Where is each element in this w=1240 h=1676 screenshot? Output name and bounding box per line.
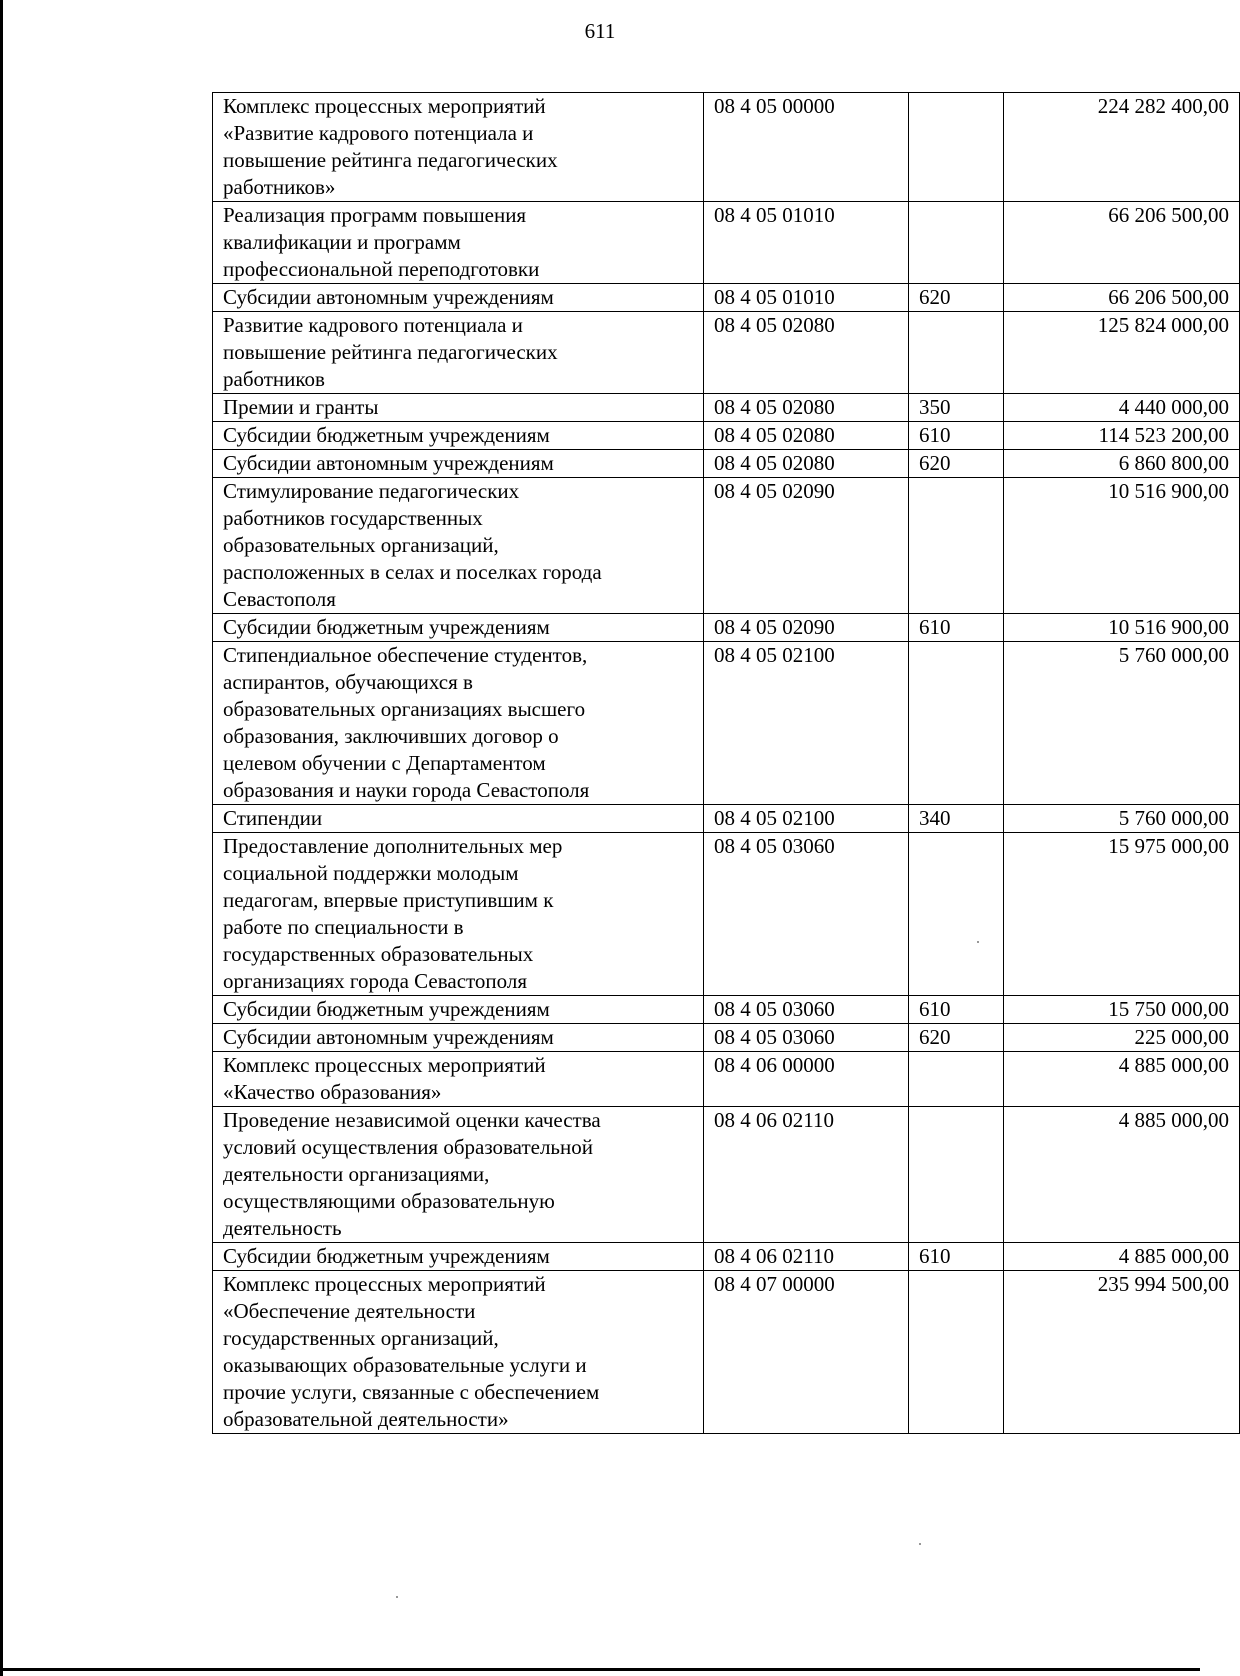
row-amount-cell: 4 885 000,00 <box>1004 1107 1240 1243</box>
row-amount-cell: 6 860 800,00 <box>1004 450 1240 478</box>
row-expense-type-cell <box>909 1052 1004 1107</box>
table-row <box>213 833 1240 996</box>
row-name-cell: Субсидии автономным учреждениям <box>213 450 704 478</box>
row-code-cell: 08 4 05 02090 <box>704 478 909 614</box>
row-amount-cell: 224 282 400,00 <box>1004 93 1240 202</box>
budget-table <box>212 92 1240 1434</box>
row-amount-cell: 235 994 500,00 <box>1004 1271 1240 1434</box>
table-row <box>213 614 1240 642</box>
row-code-cell: 08 4 05 03060 <box>704 1024 909 1052</box>
table-row <box>213 450 1240 478</box>
table-row <box>213 996 1240 1024</box>
scan-speck <box>977 941 979 943</box>
row-amount-cell: 66 206 500,00 <box>1004 202 1240 284</box>
row-expense-type-cell: 610 <box>909 996 1004 1024</box>
row-name-cell: Комплекс процессных мероприятий «Качество образования» <box>213 1052 704 1107</box>
table-row <box>213 312 1240 394</box>
scan-speck <box>396 1596 398 1598</box>
row-amount-cell: 10 516 900,00 <box>1004 478 1240 614</box>
row-expense-type-cell <box>909 93 1004 202</box>
row-amount-cell: 4 885 000,00 <box>1004 1243 1240 1271</box>
row-code-cell: 08 4 05 02090 <box>704 614 909 642</box>
row-code-cell: 08 4 06 02110 <box>704 1107 909 1243</box>
row-code-cell: 08 4 05 03060 <box>704 996 909 1024</box>
row-code-cell: 08 4 05 01010 <box>704 202 909 284</box>
row-name-cell: Стипендиальное обеспечение студентов, аспирантов, обучающихся в образовательных организациях высшего образования, заключивших договор о целевом обучении с Департаментом образования и науки города Севастополя <box>213 642 704 805</box>
table-row <box>213 1052 1240 1107</box>
row-expense-type-cell: 340 <box>909 805 1004 833</box>
row-code-cell: 08 4 05 02080 <box>704 312 909 394</box>
table-row <box>213 284 1240 312</box>
row-amount-cell: 114 523 200,00 <box>1004 422 1240 450</box>
row-name-cell: Субсидии автономным учреждениям <box>213 284 704 312</box>
row-amount-cell: 125 824 000,00 <box>1004 312 1240 394</box>
row-name-cell: Субсидии автономным учреждениям <box>213 1024 704 1052</box>
row-name-cell: Предоставление дополнительных мер социальной поддержки молодым педагогам, впервые приступившим к работе по специальности в государственных образовательных организациях города Севастополя <box>213 833 704 996</box>
row-code-cell: 08 4 05 01010 <box>704 284 909 312</box>
table-row <box>213 1243 1240 1271</box>
page-number: 611 <box>584 19 616 43</box>
row-name-cell: Субсидии бюджетным учреждениям <box>213 996 704 1024</box>
scan-edge-left <box>0 0 3 1676</box>
table-row <box>213 478 1240 614</box>
row-expense-type-cell <box>909 202 1004 284</box>
row-name-cell: Проведение независимой оценки качества условий осуществления образовательной деятельности организациями, осуществляющими образовательную деятельность <box>213 1107 704 1243</box>
row-code-cell: 08 4 05 02080 <box>704 450 909 478</box>
row-amount-cell: 10 516 900,00 <box>1004 614 1240 642</box>
row-name-cell: Премии и гранты <box>213 394 704 422</box>
row-name-cell: Субсидии бюджетным учреждениям <box>213 422 704 450</box>
row-expense-type-cell <box>909 1107 1004 1243</box>
row-expense-type-cell <box>909 312 1004 394</box>
row-name-cell: Комплекс процессных мероприятий «Развитие кадрового потенциала и повышение рейтинга педагогических работников» <box>213 93 704 202</box>
row-code-cell: 08 4 07 00000 <box>704 1271 909 1434</box>
row-code-cell: 08 4 06 00000 <box>704 1052 909 1107</box>
row-expense-type-cell: 620 <box>909 450 1004 478</box>
budget-table-body <box>213 93 1240 1434</box>
scan-edge-bottom <box>0 1668 1200 1671</box>
row-expense-type-cell <box>909 1271 1004 1434</box>
row-amount-cell: 4 885 000,00 <box>1004 1052 1240 1107</box>
row-amount-cell: 15 975 000,00 <box>1004 833 1240 996</box>
row-name-cell: Субсидии бюджетным учреждениям <box>213 614 704 642</box>
row-code-cell: 08 4 05 00000 <box>704 93 909 202</box>
table-row <box>213 202 1240 284</box>
row-amount-cell: 66 206 500,00 <box>1004 284 1240 312</box>
row-expense-type-cell <box>909 478 1004 614</box>
table-row <box>213 1271 1240 1434</box>
row-code-cell: 08 4 05 02080 <box>704 394 909 422</box>
row-amount-cell: 5 760 000,00 <box>1004 805 1240 833</box>
row-code-cell: 08 4 06 02110 <box>704 1243 909 1271</box>
row-amount-cell: 225 000,00 <box>1004 1024 1240 1052</box>
row-name-cell: Комплекс процессных мероприятий «Обеспечение деятельности государственных организаций, оказывающих образовательные услуги и прочие услуги, связанные с обеспечением образовательной деятельности» <box>213 1271 704 1434</box>
row-code-cell: 08 4 05 03060 <box>704 833 909 996</box>
table-row <box>213 805 1240 833</box>
table-row <box>213 422 1240 450</box>
table-row <box>213 1107 1240 1243</box>
row-name-cell: Стимулирование педагогических работников государственных образовательных организаций, расположенных в селах и поселках города Севастополя <box>213 478 704 614</box>
row-amount-cell: 15 750 000,00 <box>1004 996 1240 1024</box>
row-expense-type-cell: 620 <box>909 284 1004 312</box>
row-name-cell: Реализация программ повышения квалификации и программ профессиональной переподготовки <box>213 202 704 284</box>
row-expense-type-cell: 610 <box>909 422 1004 450</box>
row-name-cell: Стипендии <box>213 805 704 833</box>
table-row <box>213 642 1240 805</box>
row-code-cell: 08 4 05 02080 <box>704 422 909 450</box>
row-expense-type-cell: 350 <box>909 394 1004 422</box>
table-row <box>213 394 1240 422</box>
table-row <box>213 1024 1240 1052</box>
row-name-cell: Субсидии бюджетным учреждениям <box>213 1243 704 1271</box>
scan-speck <box>919 1543 921 1545</box>
row-name-cell: Развитие кадрового потенциала и повышение рейтинга педагогических работников <box>213 312 704 394</box>
row-code-cell: 08 4 05 02100 <box>704 642 909 805</box>
table-row <box>213 93 1240 202</box>
row-expense-type-cell <box>909 833 1004 996</box>
row-expense-type-cell <box>909 642 1004 805</box>
row-amount-cell: 5 760 000,00 <box>1004 642 1240 805</box>
row-amount-cell: 4 440 000,00 <box>1004 394 1240 422</box>
row-expense-type-cell: 610 <box>909 614 1004 642</box>
row-expense-type-cell: 610 <box>909 1243 1004 1271</box>
row-code-cell: 08 4 05 02100 <box>704 805 909 833</box>
row-expense-type-cell: 620 <box>909 1024 1004 1052</box>
